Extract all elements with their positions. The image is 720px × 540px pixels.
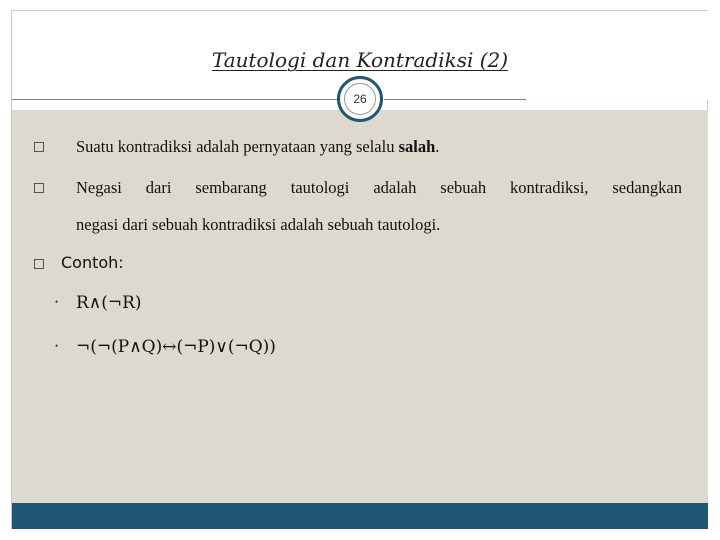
bullet-2-line-2: negasi dari sebuah kontradiksi adalah sebuah tautologi. (76, 215, 441, 234)
small-dot-icon: • (55, 297, 59, 307)
page-number-badge (337, 76, 383, 122)
small-dot-icon: • (55, 341, 59, 351)
example-formula-1: R∧(¬R) (76, 293, 142, 313)
empty-square-icon (34, 259, 44, 269)
example-heading: Contoh: (61, 253, 124, 272)
bullet-1-text: Suatu kontradiksi adalah pernyataan yang selalu salah. (76, 137, 440, 156)
title-divider-right (384, 99, 526, 100)
footer-bar (12, 503, 708, 529)
empty-square-icon (34, 183, 44, 193)
bullet-2-line-1: Negasi dari sembarang tautologi adalah sebuah kontradiksi, sedangkan (76, 178, 682, 197)
empty-square-icon (34, 142, 44, 152)
slide-title: Tautologi dan Kontradiksi (2) (211, 48, 509, 72)
page-number: 26 (344, 83, 376, 115)
title-divider-left (12, 99, 344, 100)
example-formula-2: ¬(¬(P∧Q)↔(¬P)∨(¬Q)) (76, 337, 276, 357)
